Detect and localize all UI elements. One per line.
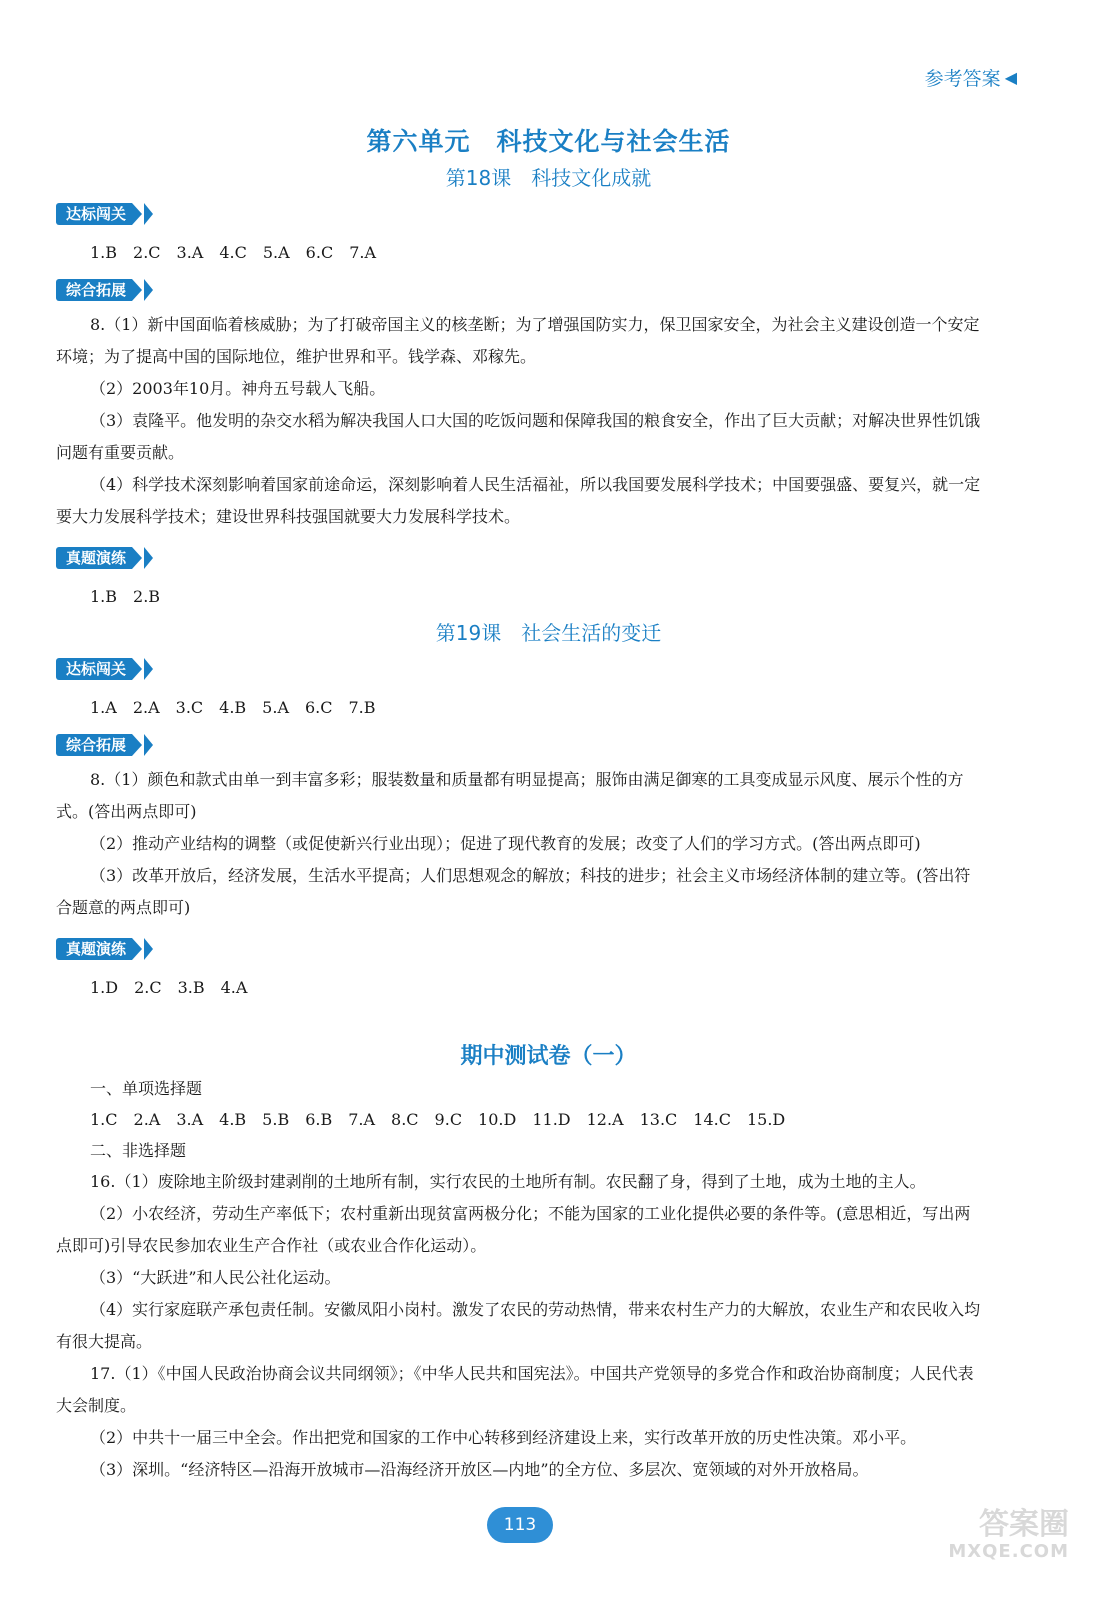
- tag-dabiao-1: [56, 203, 153, 225]
- lesson19-q8-2: （2）推动产业结构的调整（或促使新兴行业出现）；促进了现代教育的发展；改变了人们的学习方式。(答出两点即可): [90, 834, 921, 853]
- watermark-url: MXQE.COM: [948, 1541, 1069, 1562]
- double-arrow-icon: ◀: [1004, 68, 1017, 87]
- tag-label: 综合拓展: [56, 734, 132, 756]
- chevron-icon: [132, 734, 142, 756]
- chevron-icon: [144, 938, 153, 960]
- watermark: [948, 1508, 1069, 1562]
- chevron-icon: [132, 203, 142, 225]
- page-number: 113: [487, 1507, 553, 1543]
- tag-label: 综合拓展: [56, 279, 132, 301]
- chevron-icon: [132, 547, 142, 569]
- chevron-icon: [132, 279, 142, 301]
- chevron-icon: [132, 658, 142, 680]
- tag-zonghe-1: [56, 279, 153, 301]
- lesson18-q8-3: （3）袁隆平。他发明的杂交水稻为解决我国人口大国的吃饭问题和保障我国的粮食安全，作出了巨大贡献；对解决世界性饥饿问题有重要贡献。: [56, 411, 981, 462]
- exam-q16-2: （2）小农经济，劳动生产率低下；农村重新出现贫富两极分化；不能为国家的工业化提供必要的条件等。(意思相近，写出两点即可)引导农民参加农业生产合作社（或农业合作化运动）。: [56, 1204, 971, 1255]
- lesson18-q8-1: 8.（1）新中国面临着核威胁；为了打破帝国主义的核垄断；为了增强国防实力，保卫国家安全，为社会主义建设创造一个安定环境；为了提高中国的国际地位，维护世界和平。钱学森、邓稼先。: [56, 315, 980, 366]
- tag-zhenti-2: [56, 938, 153, 960]
- header-label-text: 参考答案: [924, 68, 1001, 90]
- watermark-text: 答案圈: [979, 1507, 1069, 1542]
- exam-section2: 二、非选择题: [90, 1141, 187, 1160]
- lesson19-q8-1: 8.（1）颜色和款式由单一到丰富多彩；服装数量和质量都有明显提高；服饰由满足御寒的工具变成显示风度、展示个性的方式。(答出两点即可): [56, 770, 964, 821]
- exam-q16-3: （3）“大跃进”和人民公社化运动。: [90, 1268, 341, 1287]
- lesson18-answers1: 1.B 2.C 3.A 4.C 5.A 6.C 7.A: [90, 243, 377, 262]
- tag-zhenti-1: [56, 547, 153, 569]
- exam-q17-1: 17.（1）《中国人民政治协商会议共同纲领》；《中华人民共和国宪法》。中国共产党领导的多党合作和政治协商制度；人民代表大会制度。: [56, 1364, 974, 1415]
- tag-label: 达标闯关: [56, 203, 132, 225]
- lesson18-q8-2: （2）2003年10月。神舟五号载人飞船。: [90, 379, 386, 398]
- chevron-icon: [132, 938, 142, 960]
- exam-q17-3: （3）深圳。“经济特区—沿海开放城市—沿海经济开放区—内地”的全方位、多层次、宽领域的对外开放格局。: [90, 1460, 869, 1479]
- tag-label: 达标闯关: [56, 658, 132, 680]
- lesson19-q8-3: （3）改革开放后，经济发展，生活水平提高；人们思想观念的解放；科技的进步；社会主义市场经济体制的建立等。(答出符合题意的两点即可): [56, 866, 971, 917]
- header-label: [925, 64, 1017, 91]
- lesson19-answers1: 1.A 2.A 3.C 4.B 5.A 6.C 7.B: [90, 698, 376, 717]
- lesson18-title: 第18课 科技文化成就: [445, 166, 652, 190]
- lesson19-answers3: 1.D 2.C 3.B 4.A: [90, 978, 248, 997]
- lesson18-q8-4: （4）科学技术深刻影响着国家前途命运，深刻影响着人民生活福祉，所以我国要发展科学技术；中国要强盛、要复兴，就一定要大力发展科学技术；建设世界科技强国就要大力发展科学技术。: [56, 475, 981, 526]
- chevron-icon: [144, 279, 153, 301]
- chevron-icon: [144, 658, 153, 680]
- tag-dabiao-2: [56, 658, 153, 680]
- exam-title: 期中测试卷（一）: [460, 1044, 637, 1069]
- chevron-icon: [144, 203, 153, 225]
- exam-q16-4: （4）实行家庭联产承包责任制。安徽凤阳小岗村。激发了农民的劳动热情，带来农村生产力的大解放，农业生产和农民收入均有很大提高。: [56, 1300, 981, 1351]
- chevron-icon: [144, 734, 153, 756]
- tag-label: 真题演练: [56, 938, 132, 960]
- exam-q17-2: （2）中共十一届三中全会。作出把党和国家的工作中心转移到经济建设上来，实行改革开放的历史性决策。邓小平。: [90, 1428, 917, 1447]
- tag-label: 真题演练: [56, 547, 132, 569]
- exam-answers1: 1.C 2.A 3.A 4.B 5.B 6.B 7.A 8.C 9.C 10.D 11.D 12.A 13.C 14.C 15.D: [90, 1110, 786, 1129]
- exam-section1: 一、单项选择题: [90, 1079, 203, 1098]
- lesson18-answers3: 1.B 2.B: [90, 587, 161, 606]
- chevron-icon: [144, 547, 153, 569]
- exam-q16-1: 16.（1）废除地主阶级封建剥削的土地所有制，实行农民的土地所有制。农民翻了身，得到了土地，成为土地的主人。: [90, 1172, 926, 1191]
- tag-zonghe-2: [56, 734, 153, 756]
- lesson19-title: 第19课 社会生活的变迁: [435, 621, 662, 645]
- unit-title: 第六单元 科技文化与社会生活: [366, 127, 731, 156]
